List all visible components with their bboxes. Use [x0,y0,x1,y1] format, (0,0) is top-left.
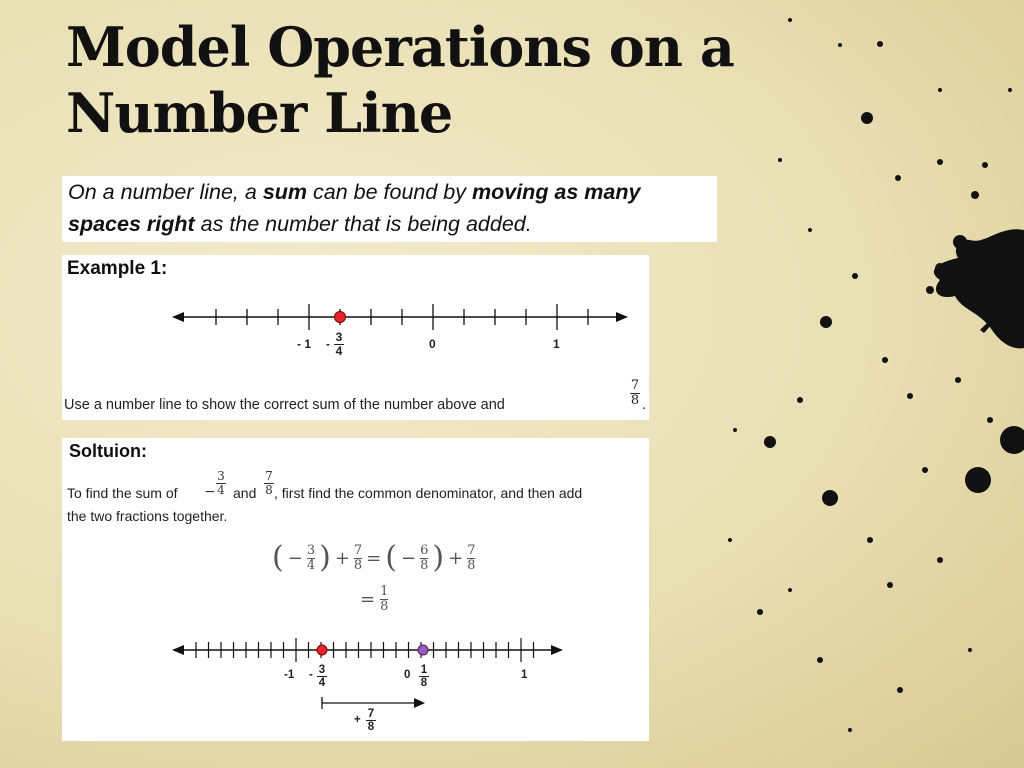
intro-text-box [62,176,717,242]
label-neg-sign: - [309,669,313,681]
intro-text-2: can be found by [307,180,472,204]
left-arrow-icon [172,645,184,655]
label-neg-sign: - [326,337,330,351]
label-one-eighth [419,664,429,689]
solution-heading: Soltuion: [69,441,147,461]
frac-num: 3 [217,469,225,483]
example-heading: Example 1: [67,258,168,279]
label-one: 1 [553,337,560,351]
point-neg-three-quarters [335,312,346,323]
intro-bold-moving: moving as many spaces right [68,180,641,236]
point-neg-three-quarters [317,645,327,655]
left-arrow-icon [172,312,184,322]
frac-num: 7 [630,378,640,393]
solution-number-line [62,438,649,741]
frac-num: 7 [467,542,476,558]
intro-text-1: On a number line, a [68,180,263,204]
label-zero: 0 [404,669,411,681]
example-panel [62,255,649,420]
frac-den: 8 [420,677,428,689]
title-line-2: Number Line [66,81,453,145]
frac-den: 4 [335,344,343,358]
label-neg-one: - 1 [297,337,312,351]
equation-line-2: = $\frac{1}{8}$ [360,583,389,614]
jump-arrow-head-icon [414,698,425,708]
frac-num: 3 [306,542,316,558]
frac-num: 6 [420,542,429,558]
neg-sign: − [204,484,216,500]
frac-den: 8 [467,557,476,573]
right-arrow-icon [616,312,628,322]
frac-den: 4 [306,557,316,573]
example-number-line [62,255,649,420]
equation-line-1: ( − $\frac{3}{4}$ ) + $\frac{7}{8}$ = ( − $\frac{6}{8}$ ) + $\frac{7}{8}$ [272,540,476,575]
solution-line1-start: To find the sum of [67,485,178,501]
label-three-quarters [334,331,344,358]
frac-num: 1 [420,664,428,676]
solution-line2: the two fractions together. [67,508,228,524]
title-line-1: Model Operations on a [66,15,734,79]
word-and: and [233,485,257,501]
frac-den: 8 [353,557,363,573]
frac-num: 7 [367,708,375,720]
frac-num: 1 [380,583,389,599]
label-one: 1 [521,669,528,681]
frac-num: 3 [335,330,343,344]
frac-num: 7 [353,542,363,558]
frac-den: 8 [367,721,375,733]
label-zero: 0 [429,337,436,351]
instruction-fraction [630,379,640,408]
point-one-eighth [418,645,428,655]
intro-text-3: as the number that is being added. [194,212,532,236]
frac-den: 8 [630,393,640,408]
jump-fraction [366,708,376,733]
right-arrow-icon [551,645,563,655]
solution-line1-end: , first find the common denominator, and then add [274,485,583,501]
label-neg-one: -1 [284,669,295,681]
frac-den: 8 [420,557,429,573]
frac-num: 7 [265,469,273,483]
frac-num: 3 [318,664,326,676]
slide-title [66,14,766,146]
frac-den: 4 [318,677,326,689]
label-three-quarters [317,664,327,689]
frac-den: 8 [380,598,389,614]
instruction-period: . [642,397,647,413]
solution-panel [62,438,649,741]
jump-plus-sign: + [354,714,361,726]
example-instruction: Use a number line to show the correct sum of the number above and [64,397,505,413]
frac-den: 4 [217,483,225,497]
intro-bold-sum: sum [262,180,308,204]
frac-den: 8 [265,483,273,497]
